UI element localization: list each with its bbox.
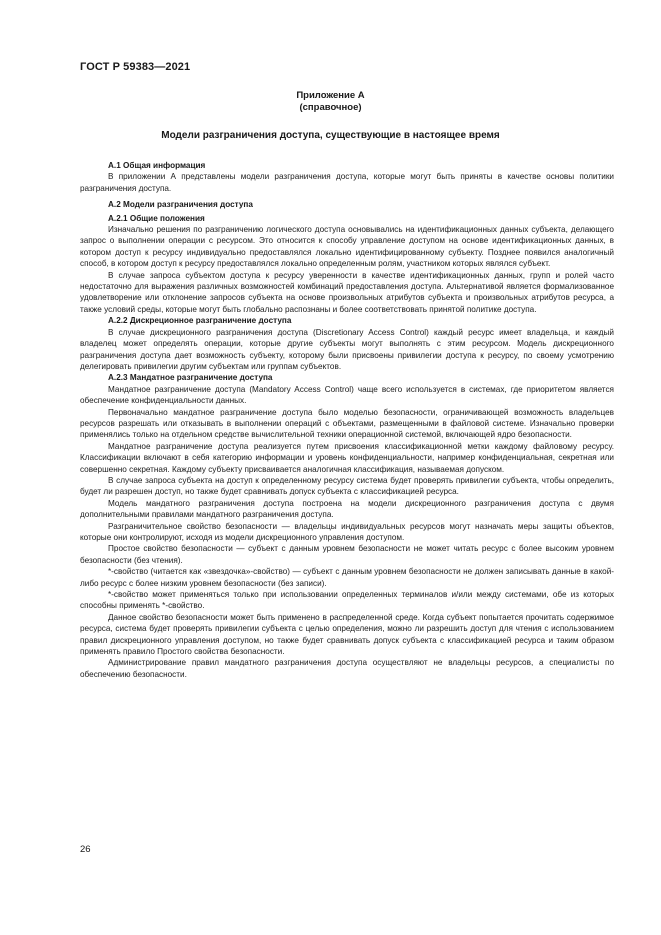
section-a23-paragraph-4: В случае запроса субъекта на доступ к определенному ресурсу система будет проверять привилегии субъекта, чтобы определить, будет ли разрешен доступ, но также будет сравнивать допуск субъекта с классификацией ресурса. [80, 475, 614, 497]
annex-type: (справочное) [299, 102, 362, 113]
section-a23-title: А.2.3 Мандатное разграничение доступа [108, 373, 273, 383]
section-a2-title: А.2 Модели разграничения доступа [108, 200, 253, 210]
annex-heading: Модели разграничения доступа, существующие в настоящее время [161, 130, 500, 141]
document-body [80, 160, 614, 680]
section-a23-paragraph-3: Мандатное разграничение доступа реализуется путем присвоения классификационной метки каждому файловому ресурсу. Классификации включают в себя категорию информации и уровень конфиденциальности, например конфиденциальная, секретная или совершенно секретная. Каждому субъекту присваивается аналогичная классификация, называемая допуском. [80, 441, 614, 474]
section-a23-paragraph-10: Данное свойство безопасности может быть применено в распределенной среде. Когда субъект попытается прочитать содержимое ресурса, система будет проверять привилегии субъекта с целью определения, можно ли разрешить доступ для чтения с использованием правил дискреционного управления доступом, но также будет сравнивать допуск субъекта с классификацией ресурса и таким образом применять правило Простого свойства безопасности. [80, 612, 614, 657]
section-a21-paragraph-1: Изначально решения по разграничению логического доступа основывались на идентификационных данных субъекта, делающего запрос о выполнении операции с ресурсом. Это относится к способу управление доступом на основе идентификационных данных, в котором доступ к ресурсу индивидуально предоставлялся локально идентифицированному субъекту. Позднее появился аналогичный способ, в котором доступ к ресурсу предоставлялся локально определенным ролям, участником которых являлся субъект. [80, 225, 614, 269]
section-a23-paragraph-11: Администрирование правил мандатного разграничения доступа осуществляют не владельцы ресурсов, а специалисты по обеспечению безопасности. [80, 658, 614, 679]
section-a23-paragraph-5: Модель мандатного разграничения доступа построена на модели дискреционного разграничения доступа с двумя дополнительными правилами мандатного разграничения доступа. [80, 498, 614, 520]
section-a23-paragraph-7: Простое свойство безопасности — субъект с данным уровнем безопасности не может читать ресурс с более высоким уровнем безопасности (без чтения). [80, 544, 614, 565]
section-a1-paragraph: В приложении А представлены модели разграничения доступа, которые могут быть приняты в качестве основы политики разграничения доступа. [80, 172, 614, 193]
section-a23-paragraph-1: Мандатное разграничение доступа (Mandatory Access Control) чаще всего используется в системах, где приоритетом является обеспечение конфиденциальности данных. [80, 384, 614, 406]
annex-title-block [0, 90, 661, 114]
section-a22-paragraph: В случае дискреционного разграничения доступа (Discretionary Access Control) каждый ресурс имеет владельца, и каждый владелец может определять операции, которые другие субъекты могут выполнять с этим ресурсом. Модель дискреционного разграничения доступа дает возможность субъекту, которому были присвоены привилегии доступа к ресурсу, по своему усмотрению делегировать привилегии другим субъектам или группам субъектов. [80, 327, 614, 371]
section-a23-paragraph-8: *-свойство (читается как «звездочка»-свойство) — субъект с данным уровнем безопасности не должен записывать данные в какой-либо ресурс с более низким уровнем безопасности (без записи). [80, 567, 614, 588]
annex-title: Приложение А [296, 90, 365, 101]
page-number: 26 [80, 844, 91, 855]
section-a23-paragraph-6: Разграничительное свойство безопасности — владельцы индивидуальных ресурсов могут назначать меры защиты объектов, которые они контролируют, исходя из модели дискреционного управления доступом. [80, 521, 614, 542]
section-a23-paragraph-2: Первоначально мандатное разграничение доступа было моделью безопасности, ограничивающей возможность владельцев ресурсов разрешать или отказывать в выполнении операций с объектами, размещенными в файловой системе. Изначально проверки применялись только на отдельном средстве вычислительной техники операционной системой, включающей ядро безопасности. [80, 407, 614, 440]
section-a23-paragraph-9: *-свойство может применяться только при использовании определенных терминалов и/или между системами, обе из которых способны применять *-свойство. [80, 590, 614, 611]
section-a21-title: А.2.1 Общие положения [108, 213, 205, 223]
section-a1-title: А.1 Общая информация [108, 161, 206, 170]
section-a21-paragraph-2: В случае запроса субъектом доступа к ресурсу уверенности в качестве идентификационных данных, групп и ролей часто недостаточно для выражения различных возможностей комбинаций предоставления доступа. Альтернативой является формализованное удовлетворение или отклонение запросов субъекта на основе произвольных атрибутов субъекта и произвольных атрибутов ресурса, а также условий среды, которые могут быть глобально распознаны и более соответствовать принятой политике доступа. [80, 270, 614, 314]
standard-header: ГОСТ Р 59383—2021 [80, 61, 191, 73]
section-a22-title: А.2.2 Дискреционное разграничение доступа [108, 316, 292, 326]
